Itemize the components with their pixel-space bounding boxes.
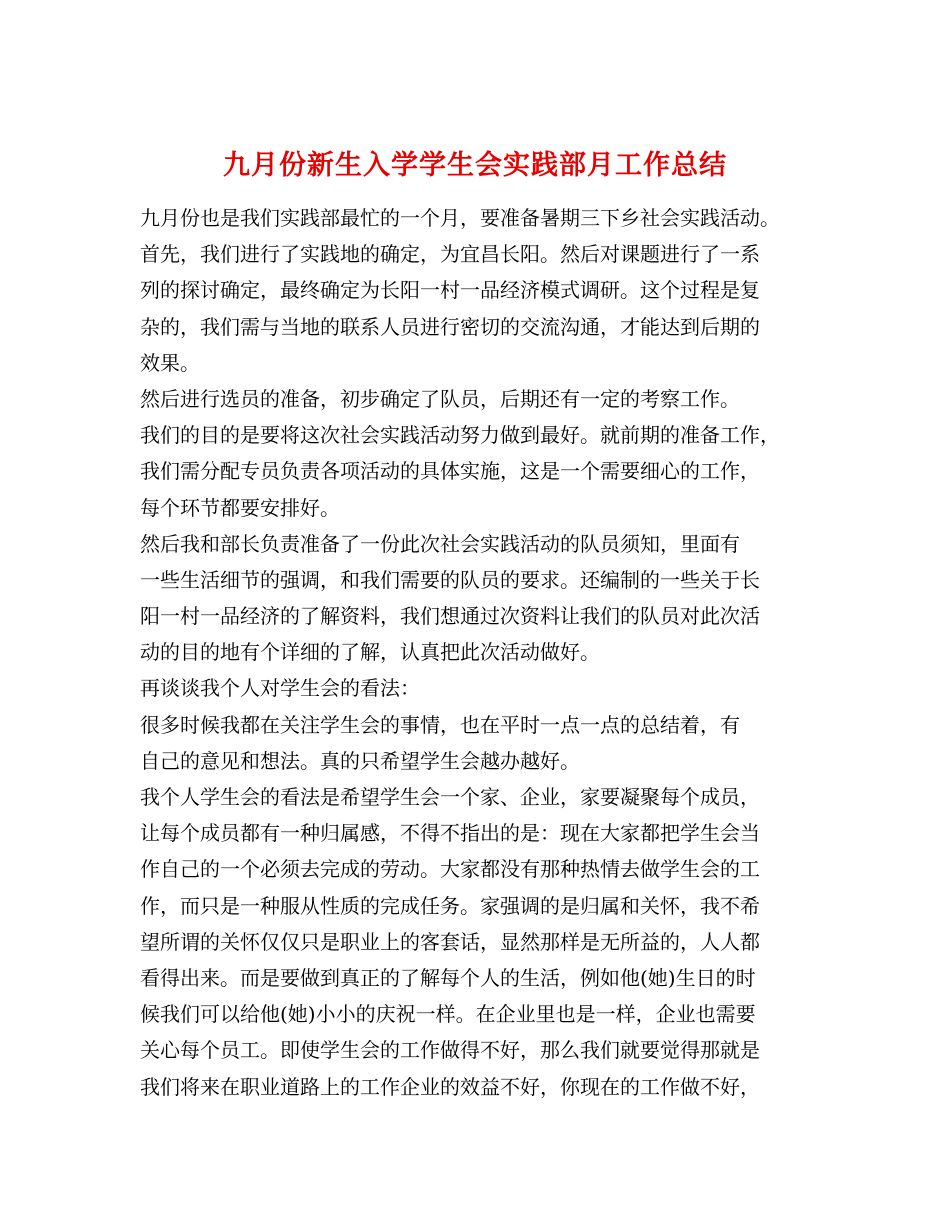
text-line: 候我们可以给他(她)小小的庆祝一样。在企业里也是一样，企业也需要 xyxy=(140,1002,756,1027)
text-line: 自己的意见和想法。真的只希望学生会越办越好。 xyxy=(140,748,580,773)
text-line: 关心每个员工。即使学生会的工作做得不好，那么我们就要觉得那就是 xyxy=(140,1038,760,1063)
text-line: 然后进行选员的准备，初步确定了队员，后期还有一定的考察工作。 xyxy=(140,386,740,411)
text-line: 杂的，我们需与当地的联系人员进行密切的交流沟通，才能达到后期的 xyxy=(140,314,760,339)
text-line: 然后我和部长负责准备了一份此次社会实践活动的队员须知，里面有 xyxy=(140,531,740,556)
text-line: 九月份也是我们实践部最忙的一个月，要准备暑期三下乡社会实践活动。 xyxy=(140,206,780,230)
text-line: 动的目的地有个详细的了解，认真把此次活动做好。 xyxy=(140,640,600,665)
text-line: 再谈谈我个人对学生会的看法： xyxy=(140,676,420,701)
text-line: 作，而只是一种服从性质的完成任务。家强调的是归属和关怀，我不希 xyxy=(140,893,760,918)
text-line: 作自己的一个必须去完成的劳动。大家都没有那种热情去做学生会的工 xyxy=(140,857,760,882)
text-line: 望所谓的关怀仅仅只是职业上的客套话，显然那样是无所益的，人人都 xyxy=(140,929,760,954)
text-line: 让每个成员都有一种归属感，不得不指出的是：现在大家都把学生会当 xyxy=(140,821,760,846)
text-line: 我个人学生会的看法是希望学生会一个家、企业，家要凝聚每个成员， xyxy=(140,785,760,809)
text-line: 列的探讨确定，最终确定为长阳一村一品经济模式调研。这个过程是复 xyxy=(140,278,760,303)
text-line: 看得出来。而是要做到真正的了解每个人的生活，例如他(她)生日的时 xyxy=(140,965,756,990)
text-line: 我们将来在职业道路上的工作企业的效益不好，你现在的工作做不好， xyxy=(140,1074,760,1099)
text-line: 首先，我们进行了实践地的确定，为宜昌长阳。然后对课题进行了一系 xyxy=(140,242,760,267)
text-line: 我们需分配专员负责各项活动的具体实施，这是一个需要细心的工作， xyxy=(140,459,760,484)
text-line: 很多时候我都在关注学生会的事情，也在平时一点一点的总结着，有 xyxy=(140,712,740,737)
text-line: 我们的目的是要将这次社会实践活动努力做到最好。就前期的准备工作， xyxy=(140,423,780,448)
text-line: 一些生活细节的强调，和我们需要的队员的要求。还编制的一些关于长 xyxy=(140,567,760,592)
text-line: 阳一村一品经济的了解资料，我们想通过次资料让我们的队员对此次活 xyxy=(140,604,760,629)
document-title: 九月份新生入学学生会实践部月工作总结 xyxy=(223,150,727,182)
text-line: 效果。 xyxy=(140,350,200,375)
text-line: 每个环节都要安排好。 xyxy=(140,495,340,520)
document-body xyxy=(140,200,840,1105)
